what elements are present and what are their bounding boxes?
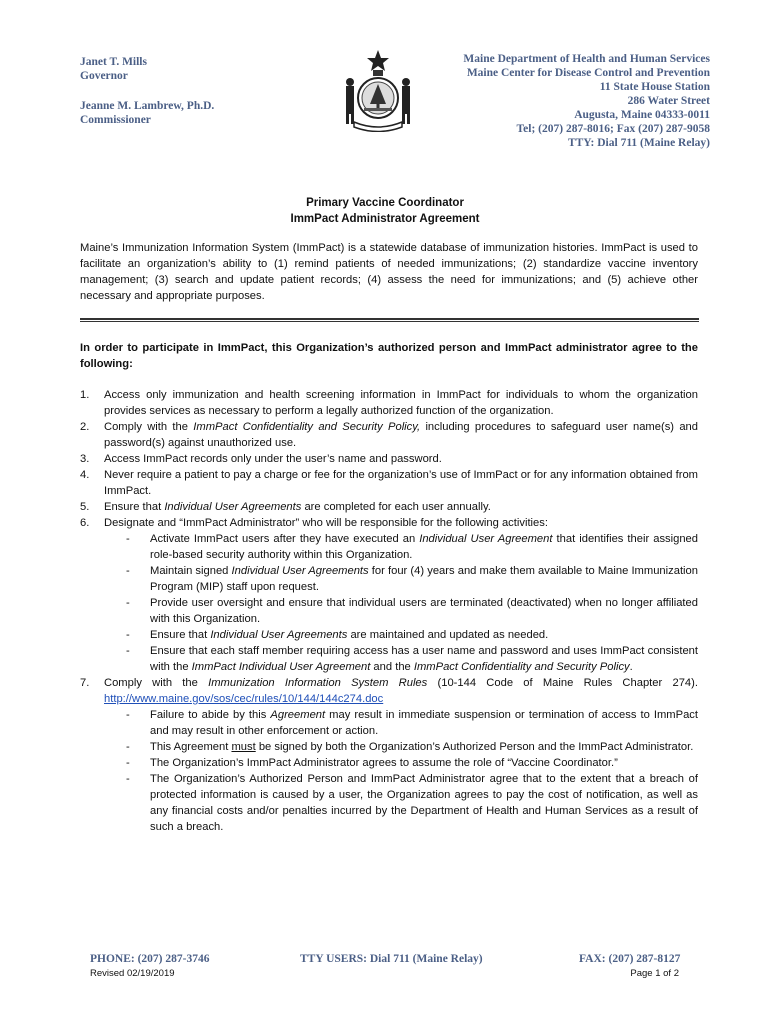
- agreement-lead: In order to participate in ImmPact, this Organization’s authorized person and ImmPact administrator agree to the following:: [80, 342, 698, 370]
- list-item-6: 6. Designate and “ImmPact Administrator” who will be responsible for the following activities:: [80, 517, 548, 529]
- letterhead-department: [463, 52, 710, 150]
- list-item-7: 7. Comply with the Immunization Information System Rules (10-144 Code of Maine Rules Chapter 274). http://www.maine.gov/sos/cec/rules/10/144/144c274.doc: [80, 677, 698, 705]
- list-item-1: 1. Access only immunization and health screening information in ImmPact for individuals to whom the organization provides services as necessary to perform a legally authorized function of the organization.: [80, 389, 698, 417]
- intro-paragraph: Maine’s Immunization Information System (ImmPact) is a statewide database of immunization histories. ImmPact is used to facilitate an organization’s ability to (1) remind patients of needed immunizations; (2) standardize vaccine inventory management; (3) search and update patient records; (4) assess the need for immunizations; and (5) achieve other necessary and appropriate purposes.: [80, 242, 698, 302]
- list-item-2: 2. Comply with the ImmPact Confidentiality and Security Policy, including procedures to safeguard user name(s) and password(s) against unauthorized use.: [80, 421, 698, 449]
- footer-tty: TTY USERS: Dial 711 (Maine Relay): [300, 953, 483, 965]
- list-item-3: 3. Access ImmPact records only under the user’s name and password.: [80, 453, 442, 465]
- sub-item-6-5: - Ensure that each staff member requiring access has a user name and password and uses ImmPact consistent with the ImmPact Individual User Agreement and the ImmPact Confidentiality and Security Policy.: [126, 645, 698, 673]
- footer-phone: PHONE: (207) 287-3746: [90, 953, 210, 965]
- governor-title: Governor: [80, 70, 128, 82]
- sub-item-7-4: - The Organization’s Authorized Person and ImmPact Administrator agree that to the extent that a breach of protected information is caused by a user, the Organization agrees to pay the cost of notification, as well as any financial costs and/or penalties incurred by the Department of Health and Human Services as a result of such a breach.: [126, 773, 698, 833]
- sub-item-7-1: - Failure to abide by this Agreement may result in immediate suspension or termination of access to ImmPact and may result in other enforcement or action.: [126, 709, 698, 737]
- document-title: [0, 195, 770, 227]
- title-line2: ImmPact Administrator Agreement: [290, 213, 480, 225]
- address-city: Augusta, Maine 04333-0011: [574, 109, 710, 121]
- commissioner-name: Jeanne M. Lambrew, Ph.D.: [80, 100, 215, 112]
- agreement-list: [80, 387, 698, 835]
- revised-date: Revised 02/19/2019: [90, 968, 175, 979]
- commissioner-title: Commissioner: [80, 114, 151, 126]
- sub-item-6-4: - Ensure that Individual User Agreements are maintained and updated as needed.: [126, 629, 549, 641]
- footer-fax: FAX: (207) 287-8127: [579, 953, 681, 965]
- sub-item-7-3: - The Organization’s ImmPact Administrator agrees to assume the role of “Vaccine Coordinator.”: [126, 757, 618, 769]
- sub-item-6-3: - Provide user oversight and ensure that individual users are terminated (deactivated) when no longer affiliated with this Organization.: [126, 597, 698, 625]
- state-seal-icon: [340, 48, 416, 132]
- section-divider: [80, 318, 699, 322]
- list-item-5: 5. Ensure that Individual User Agreements are completed for each user annually.: [80, 501, 491, 513]
- title-line1: Primary Vaccine Coordinator: [306, 197, 464, 209]
- center-name: Maine Center for Disease Control and Prevention: [466, 67, 710, 79]
- governor-name: Janet T. Mills: [80, 56, 147, 68]
- tty-line: TTY: Dial 711 (Maine Relay): [567, 137, 710, 149]
- address-line1: 11 State House Station: [599, 81, 710, 93]
- list-item-4: 4. Never require a patient to pay a charge or fee for the organization’s use of ImmPact or for any information obtained from ImmPact.: [80, 469, 698, 497]
- rules-link[interactable]: http://www.maine.gov/sos/cec/rules/10/144/144c274.doc: [104, 693, 384, 705]
- sub-item-7-2: - This Agreement must be signed by both the Organization’s Authorized Person and the ImmPact Administrator.: [126, 741, 694, 753]
- phone-fax: Tel; (207) 287-8016; Fax (207) 287-9058: [516, 123, 710, 135]
- sub-item-6-2: - Maintain signed Individual User Agreements for four (4) years and make them available to Maine Immunization Program (MIP) staff upon request.: [126, 565, 698, 593]
- page-number: Page 1 of 2: [630, 968, 679, 979]
- sub-item-6-1: - Activate ImmPact users after they have executed an Individual User Agreement that identifies their assigned role-based security authority within this Organization.: [126, 533, 699, 561]
- address-line2: 286 Water Street: [627, 95, 710, 107]
- letterhead-officials: [80, 55, 214, 127]
- department-name: Maine Department of Health and Human Services: [463, 53, 710, 65]
